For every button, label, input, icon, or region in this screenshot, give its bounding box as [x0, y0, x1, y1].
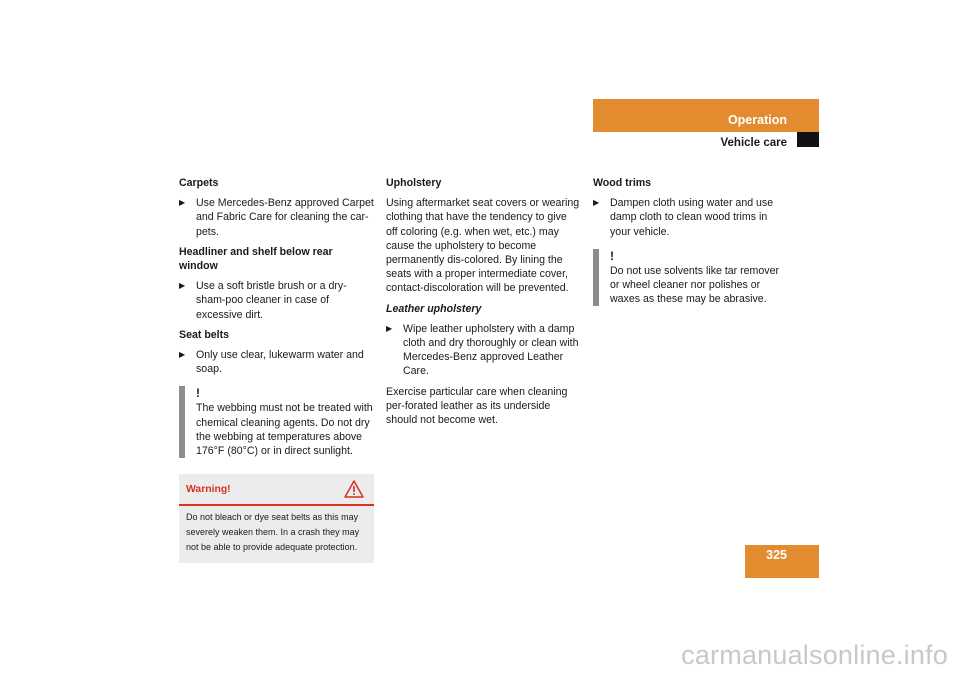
headliner-bullet — [179, 279, 374, 322]
upholstery-heading: Upholstery — [386, 177, 442, 189]
wood-trims-bullet — [593, 196, 788, 239]
leather-heading: Leather upholstery — [386, 302, 482, 315]
subsection-header — [519, 0, 819, 160]
wood-trims-bullet-text: Dampen cloth using water and use damp cloth to clean wood trims in your vehicle. — [610, 197, 774, 238]
bullet-arrow-icon: ▶ — [386, 323, 393, 333]
page-number-box — [745, 545, 819, 578]
upholstery-text: Using aftermarket seat covers or wearing clothing that have the tendency to give off coloring (e.g. when wet, etc.) may cause the upholstery to become permanently dis-colored. By lining the seats with a proper intermediate cover, contact-discoloration will be prevented. — [386, 197, 580, 295]
solvents-note-text: Do not use solvents like tar remover or wheel cleaner nor polishes or waxes as these may be abrasive. — [610, 264, 779, 306]
leather-bullet-text: Wipe leather upholstery with a damp cloth and dry thoroughly or clean with Mercedes-Benz approved Leather Care. — [403, 322, 579, 378]
note-bar — [179, 386, 185, 458]
header-marker-block — [797, 132, 819, 147]
bullet-arrow-icon: ▶ — [593, 198, 600, 208]
seat-belts-bullet — [179, 348, 374, 376]
bullet-arrow-icon: ▶ — [179, 281, 186, 291]
exclamation-icon: ! — [196, 386, 200, 401]
leather-bullet — [386, 322, 581, 379]
exclamation-icon: ! — [610, 248, 614, 263]
headliner-bullet-text: Use a soft bristle brush or a dry-sham-poo cleaner in case of excessive dirt. — [196, 280, 347, 321]
column-2 — [386, 176, 581, 433]
carpets-heading: Carpets — [179, 177, 219, 189]
page-number: 325 — [766, 548, 787, 562]
seat-belts-heading: Seat belts — [179, 328, 230, 341]
carpets-bullet — [179, 196, 374, 239]
carpets-bullet-text: Use Mercedes-Benz approved Carpet and Fabric Care for cleaning the car-pets. — [196, 197, 374, 238]
warning-box — [179, 474, 374, 563]
section-title: Operation — [727, 113, 787, 127]
bullet-arrow-icon: ▶ — [179, 350, 186, 360]
warning-title: Warning! — [186, 484, 231, 496]
solvents-note — [593, 249, 788, 307]
headliner-heading: Headliner and shelf below rear window — [179, 245, 333, 273]
subsection-title: Vehicle care — [720, 137, 787, 149]
wood-trims-heading: Wood trims — [593, 177, 652, 189]
watermark: carmanualsonline.info — [681, 640, 948, 670]
webbing-note — [179, 386, 374, 458]
note-bar — [593, 249, 599, 307]
warning-triangle-icon — [344, 480, 364, 502]
bullet-arrow-icon: ▶ — [179, 198, 186, 208]
seat-belts-bullet-text: Only use clear, lukewarm water and soap. — [196, 349, 364, 376]
leather-text: Exercise particular care when cleaning per-forated leather as its underside should not become wet. — [386, 385, 568, 427]
column-1 — [179, 176, 374, 563]
webbing-note-text: The webbing must not be treated with chemical cleaning agents. Do not dry the webbing at temperatures above 176°F (80°C) or in direct sunlight. — [196, 402, 373, 458]
warning-text: Do not bleach or dye seat belts as this may severely weaken them. In a crash they may not be able to provide adequate protection. — [186, 512, 360, 553]
column-3 — [593, 176, 788, 316]
warning-header — [179, 474, 374, 506]
